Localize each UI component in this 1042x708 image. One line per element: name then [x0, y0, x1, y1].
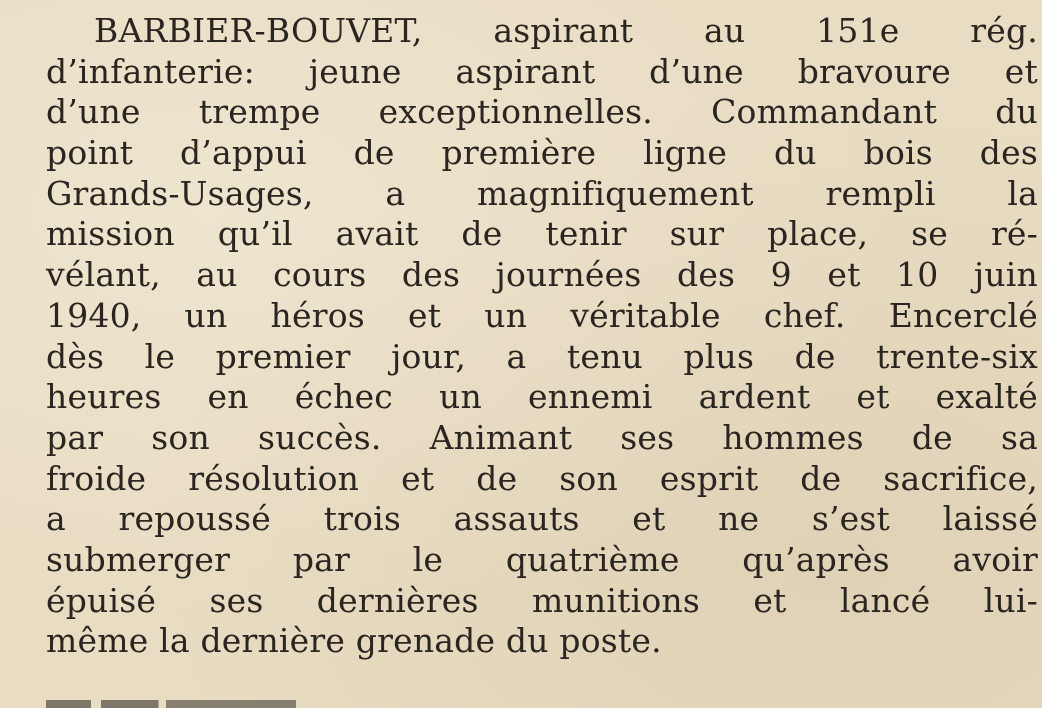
citation-line: par son succès. Animant ses hommes de sa	[46, 417, 1038, 457]
citation-line: Grands-Usages, a magnifiquement rempli la	[46, 173, 1038, 213]
cut-off-next-line	[46, 700, 296, 708]
citation-line: épuisé ses dernières munitions et lancé lui-	[46, 580, 1038, 620]
citation-line: d’infanterie: jeune aspirant d’une bravoure et	[46, 51, 1038, 91]
citation-line: froide résolution et de son esprit de sacrifice,	[46, 458, 1038, 498]
citation-line: dès le premier jour, a tenu plus de trente-six	[46, 336, 1038, 376]
citation-line: mission qu’il avait de tenir sur place, se ré-	[46, 214, 1038, 254]
citation-line: BARBIER-BOUVET, aspirant au 151e rég.	[94, 11, 1038, 50]
citation-line: même la dernière grenade du poste.	[46, 621, 662, 661]
citation-line: d’une trempe exceptionnelles. Commandant du	[46, 92, 1038, 132]
citation-line: vélant, au cours des journées des 9 et 10 juin	[46, 255, 1038, 295]
citation-line: point d’appui de première ligne du bois des	[46, 133, 1038, 173]
citation-line: heures en échec un ennemi ardent et exalté	[46, 377, 1038, 417]
citation-line: submerger par le quatrième qu’après avoir	[46, 539, 1038, 579]
citation-paragraph	[46, 11, 1038, 662]
citation-line: a repoussé trois assauts et ne s’est laissé	[46, 499, 1038, 539]
citation-line: 1940, un héros et un véritable chef. Encerclé	[46, 295, 1038, 335]
